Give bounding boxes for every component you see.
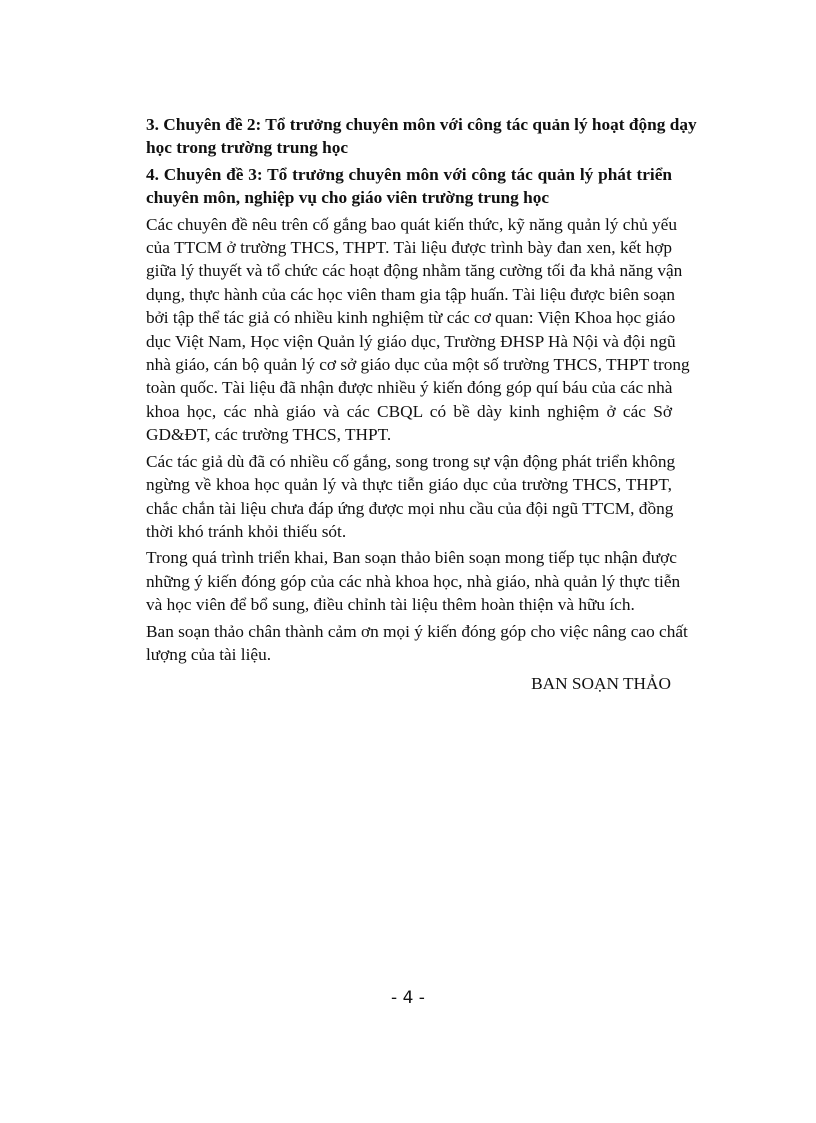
text-line: bởi tập thể tác giả có nhiều kinh nghiệm từ các cơ quan: Viện Khoa học giáo: [146, 308, 676, 328]
section-heading: [146, 113, 697, 160]
text-line: Các tác giả dù đã có nhiều cố gắng, song trong sự vận động phát triển không: [146, 451, 676, 471]
text-line: thời khó tránh khỏi thiếu sót.: [146, 521, 347, 541]
text-line: GD&ĐT, các trường THCS, THPT.: [146, 425, 392, 445]
text-line: chuyên môn, nghiệp vụ cho giáo viên trường trung học: [146, 188, 550, 208]
page-number: - 4 -: [391, 988, 425, 1008]
text-line: khoa học, các nhà giáo và các CBQL có bề dày kinh nghiệm ở các Sở: [146, 401, 672, 421]
paragraphs: [146, 113, 697, 666]
signature: BAN SOẠN THẢO: [531, 674, 671, 694]
text-line: nhà giáo, cán bộ quản lý cơ sở giáo dục của một số trường THCS, THPT trong: [146, 355, 690, 375]
document-body: [146, 113, 697, 696]
body-paragraph: [146, 450, 676, 544]
section-heading: [146, 163, 672, 210]
text-line: Trong quá trình triển khai, Ban soạn thảo biên soạn mong tiếp tục nhận được: [146, 548, 677, 568]
text-line: và học viên để bổ sung, điều chỉnh tài liệu thêm hoàn thiện và hữu ích.: [146, 595, 635, 615]
text-line: dục Việt Nam, Học viện Quản lý giáo dục, Trường ĐHSP Hà Nội và đội ngũ: [146, 331, 676, 351]
text-line: ngừng về khoa học quản lý và thực tiễn giáo dục của trường THCS, THPT,: [146, 475, 672, 495]
body-paragraph: [146, 546, 681, 616]
text-line: dụng, thực hành của các học viên tham gia tập huấn. Tài liệu được biên soạn: [146, 284, 676, 304]
body-paragraph: [146, 213, 690, 447]
text-line: giữa lý thuyết và tổ chức các hoạt động nhằm tăng cường tối đa khả năng vận: [146, 261, 683, 281]
text-line: Ban soạn thảo chân thành cảm ơn mọi ý kiến đóng góp cho việc nâng cao chất: [146, 621, 688, 641]
text-line: 4. Chuyên đề 3: Tổ trưởng chuyên môn với công tác quản lý phát triển: [146, 164, 672, 184]
text-line: của TTCM ở trường THCS, THPT. Tài liệu được trình bày đan xen, kết hợp: [146, 238, 672, 258]
text-line: chắc chắn tài liệu chưa đáp ứng được mọi nhu cầu của đội ngũ TTCM, đồng: [146, 498, 674, 518]
text-line: Các chuyên đề nêu trên cố gắng bao quát kiến thức, kỹ năng quản lý chủ yếu: [146, 214, 677, 234]
text-line: 3. Chuyên đề 2: Tổ trưởng chuyên môn với công tác quản lý hoạt động dạy: [146, 115, 697, 134]
text-line: học trong trường trung học: [146, 138, 349, 158]
text-line: những ý kiến đóng góp của các nhà khoa học, nhà giáo, nhà quản lý thực tiễn: [146, 571, 681, 591]
text-line: toàn quốc. Tài liệu đã nhận được nhiều ý kiến đóng góp quí báu của các nhà: [146, 378, 673, 398]
text-line: lượng của tài liệu.: [146, 644, 272, 664]
body-paragraph: [146, 620, 688, 667]
